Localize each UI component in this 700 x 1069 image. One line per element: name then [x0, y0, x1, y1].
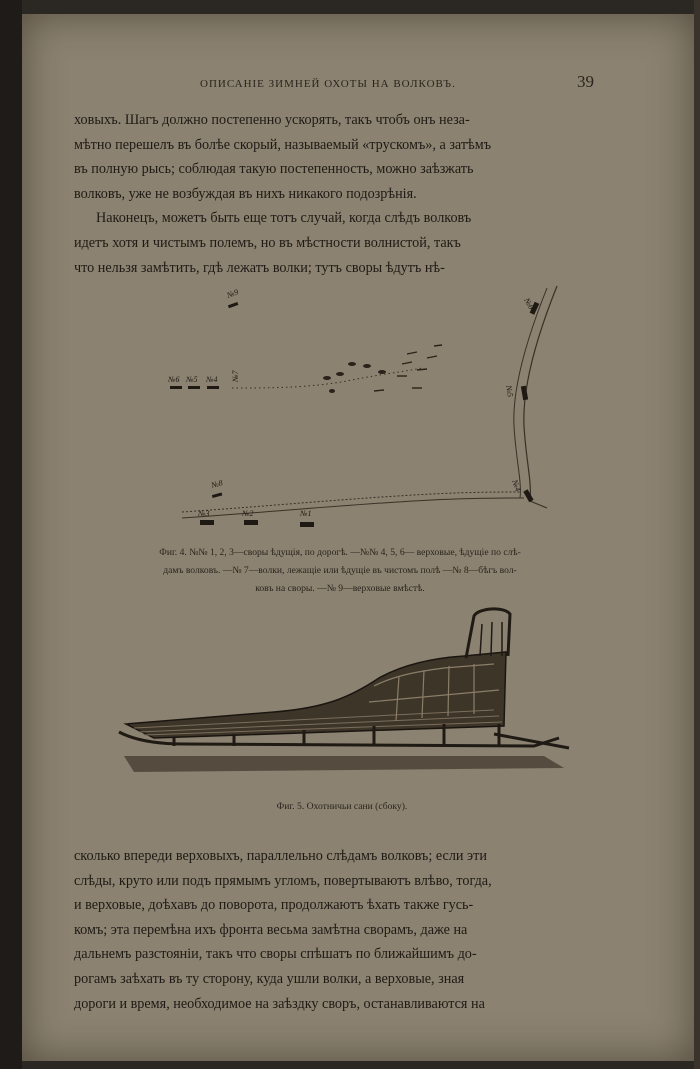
label-n7: №7 [231, 370, 240, 382]
text-line: что нельзя замѣтить, гдѣ лежатъ волки; тутъ своры ѣдутъ нѣ- [74, 259, 445, 276]
caption-line: Фиг. 4. №№ 1, 2, 3—своры ѣдущія, по дорогѣ. —№№ 4, 5, 6— верховые, ѣдущіе по слѣ- [159, 547, 521, 558]
figure4-caption [80, 544, 600, 598]
text-line: ховыхъ. Шагъ должно постепенно ускорять, такъ чтобъ онъ неза- [74, 112, 470, 128]
caption-line: ковъ на своры. —№ 9—верховые вмѣстѣ. [255, 583, 425, 594]
label-n8: №8 [210, 478, 224, 490]
text-line: слѣды, круто или подъ прямымъ угломъ, повертываютъ влѣво, тогда, [74, 872, 492, 889]
label-n6-right: №6 [522, 296, 536, 311]
caption-line: дамъ волковъ. —№ 7—волки, лежащіе или ѣдущіе въ чистомъ полѣ —№ 8—бѣгъ вол- [163, 565, 517, 576]
text-line: дальнемъ разстояніи, такъ что своры спѣшатъ по ближайшимъ до- [74, 946, 477, 963]
page-edge [694, 0, 700, 1069]
text-line: Наконецъ, можетъ быть еще тотъ случай, когда слѣдъ волковъ [96, 210, 472, 227]
label-n4: №4 [206, 375, 218, 384]
page-header [22, 68, 694, 92]
body-text-bottom [74, 844, 604, 1016]
road-bottom [182, 498, 524, 518]
text-line: сколько впереди верховыхъ, параллельно слѣдамъ волковъ; если эти [74, 848, 487, 864]
label-n9: №9 [225, 287, 240, 300]
text-line: въ полную рысь; соблюдая такую постепенность, можно заѣзжать [74, 161, 474, 178]
label-n5: №5 [186, 375, 198, 384]
text-line: и верховые, доѣхавъ до поворота, продолжаютъ ѣхать также гусь- [74, 897, 474, 914]
book-page [22, 14, 694, 1061]
running-head: ОПИСАНІЕ ЗИМНЕЙ ОХОТЫ НА ВОЛКОВЪ. [200, 78, 456, 90]
text-line: комъ; эта перемѣна ихъ фронта весьма замѣтна сворамъ, даже на [74, 921, 468, 938]
road-right [524, 286, 557, 508]
label-n2: №2 [242, 509, 254, 518]
book-spine-shadow [0, 0, 22, 1069]
text-line: волковъ, уже не возбуждая въ нихъ никакого подозрѣнія. [74, 185, 417, 202]
text-line: идетъ хотя и чистымъ полемъ, но въ мѣстности волнистой, такъ [74, 234, 461, 251]
label-n1: №1 [300, 509, 312, 518]
label-n6: №6 [168, 375, 180, 384]
text-line: мѣтно перешелъ въ болѣе скорый, называемый «трускомъ», а затѣмъ [74, 136, 492, 153]
label-n5-right: №5 [504, 384, 515, 398]
text-line: рогамъ заѣхать въ ту сторону, куда ушли волки, а верховые, зная [74, 970, 465, 987]
sledge-illustration [114, 606, 574, 796]
figure5-caption: Фиг. 5. Охотничьи сани (сбоку). [276, 801, 408, 812]
label-n4-right: №4 [510, 478, 523, 493]
page-number: 39 [577, 72, 594, 91]
text-line: дороги и время, необходимое на заѣздку своръ, останавливаются на [74, 995, 485, 1012]
hunt-diagram-figure [152, 276, 592, 538]
wolves-marks [323, 362, 386, 393]
body-text-top [74, 108, 604, 280]
sledge-backrest [466, 609, 510, 658]
label-n3: №3 [198, 509, 210, 518]
